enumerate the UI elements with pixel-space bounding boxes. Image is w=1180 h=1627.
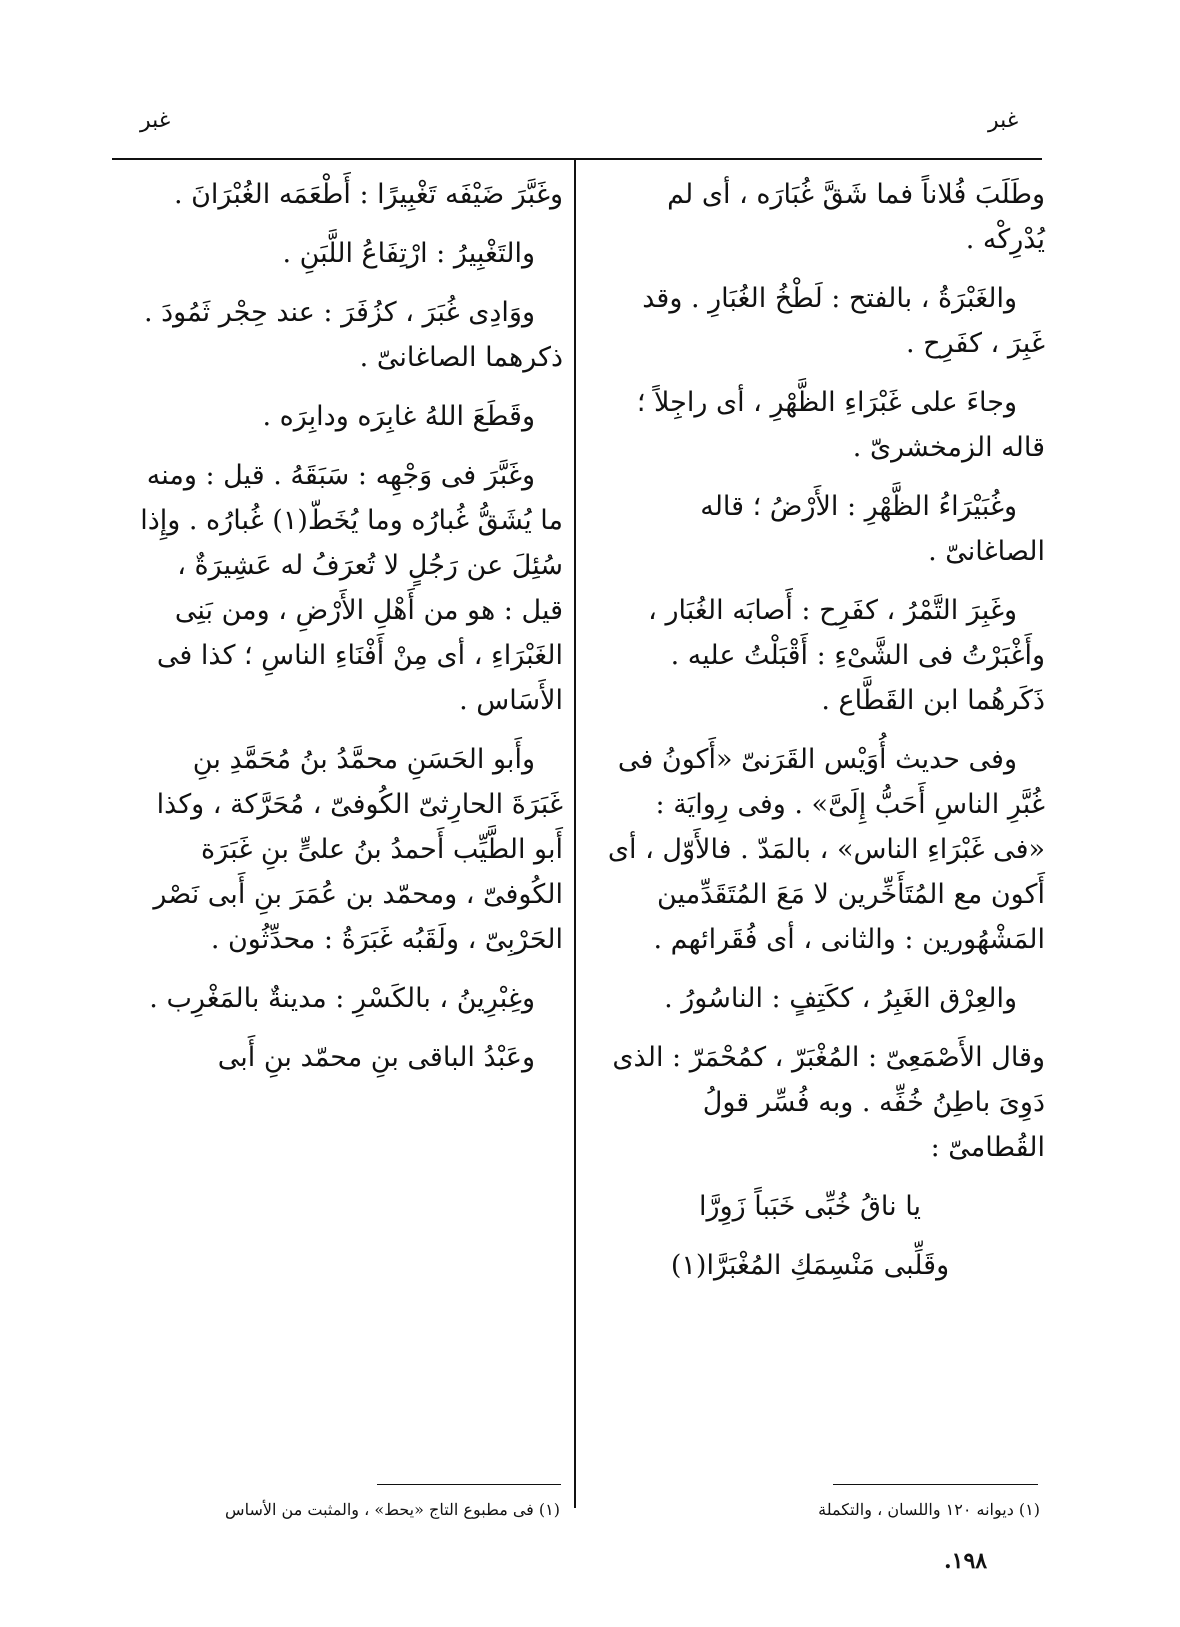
- paragraph: وغُبَيْرَاءُ الظَّهْرِ : الأَرْضُ ؛ قاله الصاغانىّ .: [700, 491, 1045, 567]
- paragraph: وجاءَ على غَبْرَاءِ الظَّهْرِ ، أى راجِلاً ؛ قاله الزمخشرىّ .: [636, 387, 1045, 463]
- paragraph: وأَبو الحَسَنِ محمَّدُ بنُ مُحَمَّدِ بنِ غَبَرَةَ الحارِثىّ الكُوفىّ ، مُحَرَّكة ، وكذا أَبو الطَّيِّب أَحمدُ بنُ علىٍّ بنِ غَبَرَة الكُوفىّ ، ومحمّد بن عُمَرَ بنِ أَبى نَصْر الحَرْبِىّ ، ولَقَبُه غَبَرَةُ : محدِّثُون .: [153, 744, 563, 955]
- paragraph: وغَبِرَ التَّمْرُ ، كفَرِح : أَصابَه الغُبَار ، وأَغْبَرْتُ فى الشَّىْءِ : أَقْبَلْتُ عليه . ذَكَرهُما ابن القَطَّاع .: [648, 595, 1045, 716]
- paragraph: وغَبَّرَ ضَيْفَه تَغْبِيرًا : أَطْعَمَه الغُبْرَانَ .: [173, 179, 563, 210]
- paragraph: وغَبَّرَ فى وَجْهِه : سَبَقَهُ . قيل : ومنه ما يُشَقُّ غُبارُه وما يُخَطّ(١) غُبارُه . وإِذا سُئِلَ عن رَجُلٍ لا تُعرَفُ له عَشِيرَةٌ ، قيل : هو من أَهْلِ الأَرْضِ ، ومن بَنِى الغَبْرَاءِ ، أى مِنْ أَفْنَاءِ الناسِ ؛ كذا فى الأَسَاس .: [140, 460, 563, 716]
- verse-line: يا ناقُ خُبِّى خَبَباً زَوِرَّا: [699, 1191, 921, 1222]
- footnote-left: (١) فى مطبوع التاج «يحط» ، والمثبت من الأساس: [225, 1500, 560, 1519]
- paragraph: والتَغْبِيرُ : ارْتِفَاعُ اللَّبَنِ .: [282, 238, 535, 269]
- paragraph: وعَبْدُ الباقى بنِ محمّد بنِ أَبى: [217, 1042, 535, 1073]
- paragraph: وفى حديث أُوَيْس القَرَنىّ «أَكونُ فى غُبَّرِ الناسِ أَحَبُّ إِلَىَّ» . وفى رِوايَة : «فى غَبْرَاءِ الناس» ، بالمَدّ . فالأَوّل ، أى أَكون مع المُتَأَخِّرين لا مَعَ المُتَقَدِّمين المَشْهُورين : والثانى ، أى فُقَرائهم .: [607, 744, 1045, 955]
- footnote-rule-right: [833, 1484, 1038, 1485]
- left-column: [135, 172, 563, 1094]
- paragraph: والعِرْق الغَبِرُ ، ككَتِفٍ : الناسُورُ .: [664, 983, 1017, 1014]
- paragraph: وقَطَعَ اللهُ غابِرَه ودابِرَه .: [262, 401, 535, 432]
- header-rule: [112, 158, 1042, 160]
- column-separator: [574, 158, 576, 1508]
- paragraph: ووَادِى غُبَرَ ، كزُفَرَ : عند حِجْر ثَمُودَ . ذكرهما الصاغانىّ .: [143, 297, 563, 373]
- paragraph: وقال الأَصْمَعِىّ : المُغْبَرّ ، كمُحْمَرّ : الذى دَوِىَ باطِنُ خُفِّه . وبه فُسِّر قولُ القُطامىّ :: [612, 1042, 1045, 1163]
- footnote-right: (١) ديوانه ١٢٠ واللسان ، والتكملة: [818, 1500, 1040, 1519]
- paragraph: والغَبْرَةُ ، بالفتح : لَطْخُ الغُبَارِ . وقد غَبِرَ ، كفَرِح .: [642, 283, 1045, 359]
- right-column: [605, 172, 1045, 1302]
- paragraph: وغِبْرِينُ ، بالكَسْرِ : مدينةٌ بالمَغْرِب .: [149, 983, 535, 1014]
- verse-line: وقَلِّبى مَنْسِمَكِ المُغْبَرَّا(١): [670, 1250, 950, 1281]
- page-number: .١٩٨: [944, 1548, 988, 1574]
- paragraph: وطَلَبَ فُلاناً فما شَقَّ غُبَارَه ، أى لم يُدْرِكْه .: [667, 179, 1045, 255]
- footnote-rule-left: [377, 1484, 561, 1485]
- running-header-right: غبر: [988, 108, 1019, 133]
- running-header-left: غبر: [140, 108, 171, 133]
